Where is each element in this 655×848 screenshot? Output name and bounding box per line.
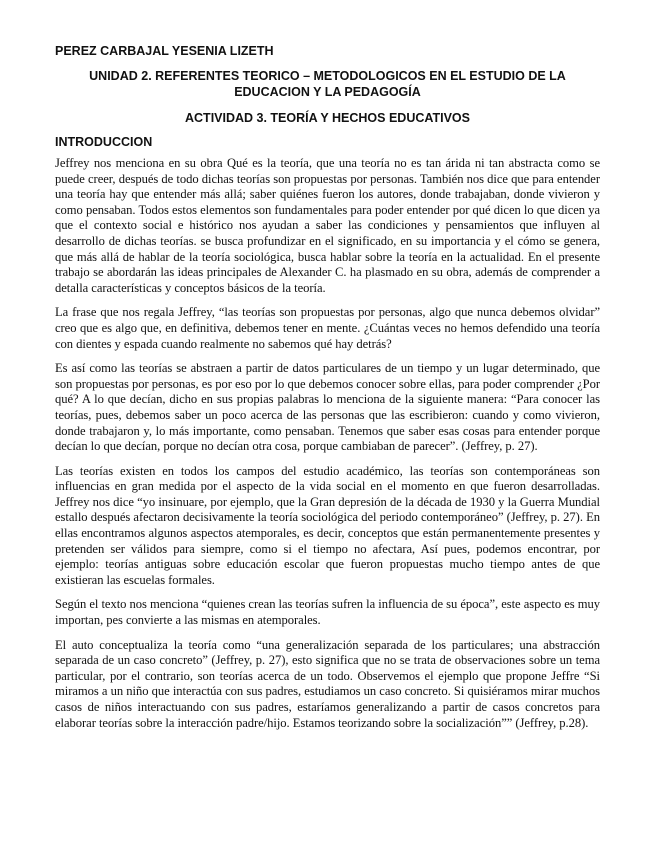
section-title: INTRODUCCION bbox=[55, 135, 153, 149]
paragraph-3: Es así como las teorías se abstraen a partir de datos particulares de un tiempo y un lugar determinado, que son propuestas por personas, es por eso por lo que debemos conocer sobre ellas, para poder comprender ¿Por qué? A lo que decían, dicho en sus propias palabras lo menciona de la siguiente manera: “Para conocer las teorías, pues, debemos saber un poco acerca de las personas que las escribieron: cuando y como vivieron, donde trabajaron y, lo más importante, como pensaban. Tenemos que saber esas cosas para entender porque decían lo que decían, porque no decían otra cosa, porque cambiaban de parecer”. (Jeffrey, p. 27). bbox=[55, 361, 600, 454]
author-name: PEREZ CARBAJAL YESENIA LIZETH bbox=[55, 44, 274, 58]
activity-title: ACTIVIDAD 3. TEORÍA Y HECHOS EDUCATIVOS bbox=[185, 111, 470, 125]
paragraph-2: La frase que nos regala Jeffrey, “las teorías son propuestas por personas, algo que nunca debemos olvidar” creo que es algo que, en definitiva, debemos tener en mente. ¿Cuántas veces no hemos defendido una teoría con dientes y espada cuando realmente no sabemos qué hay detrás? bbox=[55, 305, 600, 351]
paragraph-4: Las teorías existen en todos los campos del estudio académico, las teorías son contemporáneas son influencias en gran medida por el aspecto de la vida social en el momento en que fueron desarrolladas. Jeffrey nos dice “yo insinuare, por ejemplo, que la Gran depresión de la década de 1930 y la Guerra Mundial estallo después afectaron decisivamente la teoría sociológica del periodo contemporáneo” (Jeffrey, p. 27). En ellas encontramos algunos aspectos atemporales, es decir, conceptos que están permanentemente presentes y pretenden ser válidos para siempre, como si el tiempo no afectara, Así pues, podemos encontrar, por ejemplo: teorías antiguas sobre educación escolar que fueron propuestas mucho tiempo antes de que existieran las escuelas formales. bbox=[55, 463, 600, 587]
paragraph-1: Jeffrey nos menciona en su obra Qué es la teoría, que una teoría no es tan árida ni tan abstracta como se puede creer, después de todo dichas teorías son propuestas por personas. También nos dice que para entender una teoría hay que entender más allá; saber quiénes fueron los autores, donde trabajaban, donde vivieron y como pensaban. Todos estos elementos son fundamentales para poder entender por qué dicen lo que dicen ya que el contexto social e histórico nos ayudan a saber las condiciones y pensamientos que influyen al desarrollo de dichas teorías. se busca profundizar en el significado, en su importancia y el cómo se genera, que más allá de hablar de la teoría sociológica, busca hablar sobre la teoría en la actualidad. En el presente trabajo se abordarán las ideas principales de Alexander C. ha plasmado en su obra, además de comprender a detalla características y conceptos básicos de la teoría. bbox=[55, 156, 600, 295]
paragraph-6: El auto conceptualiza la teoría como “una generalización separada de los particulares; una abstracción separada de un caso concreto” (Jeffrey, p. 27), esto significa que no se trata de observaciones sobre un tema particular, por el contrario, son teorías acerca de un todo. Observemos el ejemplo que propone Jeffre “Si miramos a un niño que interactúa con sus padres, estudiamos un caso concreto. Si quisiéramos mirar muchos casos de niños interactuando con sus padres, estaríamos generalizando a partir de casos concretos para elaborar teorías sobre la interacción padre/hijo. Estamos teorizando sobre la socialización”” (Jeffrey, p.28). bbox=[55, 637, 600, 730]
unit-title: UNIDAD 2. REFERENTES TEORICO – METODOLOGICOS EN EL ESTUDIO DE LA EDUCACION Y LA PEDAGOGÍA bbox=[89, 69, 566, 99]
paragraph-5: Según el texto nos menciona “quienes crean las teorías sufren la influencia de su época”, este aspecto es muy importan, pes convierte a las mismas en atemporales. bbox=[55, 597, 600, 628]
